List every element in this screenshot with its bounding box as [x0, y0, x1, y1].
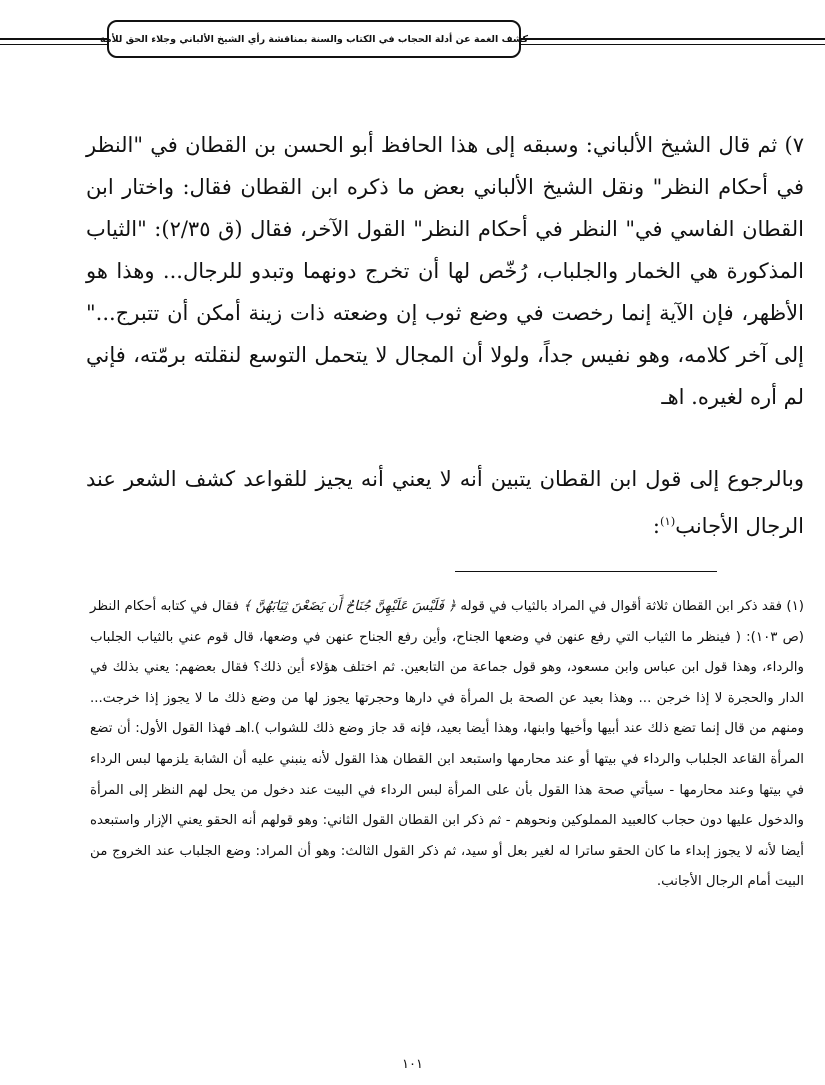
footnote-reference[interactable]: (١) — [659, 514, 676, 528]
header-rule-left-thin — [0, 44, 110, 45]
header-rule-right — [518, 38, 825, 40]
page-number: ١٠١ — [402, 1057, 423, 1072]
running-header — [99, 20, 529, 58]
footnote-text: فقال في كتابه أحكام النظر (ص ١٠٣): ( فينظر ما الثياب التي رفع عنهن في وضعها الجناح، وأين رفع الجناح عنهن في وضعها، قال قوم عني بالثياب الجلباب والرداء، وهذا قول ابن عباس وابن مسعود، وهو قول جماعة من التابعين. ثم اختلف هؤلاء أين ذلك؟ فقال بعضهم: يعني بذلك في الدار والحجرة لا إذا خرجن ... وهذا بعيد عن الصحة بل المرأة في دارها وحجرتها يجوز لها من وضع ذلك ما لا يجوز إذا خرجت... ومنهم من قال إنما تضع ذلك عند أبيها وأخيها وابنها، وهذا أيضا بعيد، فإنه قد جاز وضع ذلك للشواب ).اهـ فهذا القول الأول: أن تضع المرأة القاعد الجلباب والرداء في بيتها أو عند محارمها واستبعد ابن القطان هذا القول لأنه ينبني عليه أن الشابة يلزمها لبس الرداء في بيتها وعند محارمها - سيأتي صحة هذا القول بأن على المرأة لبس الرداء في البيت عند دخول من يحل لهم النظر إلى المرأة والدخول عليها دون حجاب كالعبيد المملوكين ونحوهم - ثم ذكر ابن القطان القول الثاني: وهو قولهم أنه الحقو يعني الإزار واستبعده أيضا لأنه لا يجوز إبداء ما كان الحقو ساترا له لغير بعل أو سيد، ثم ذكر القول الثالث: وهو أن المراد: وضع الجلباب عند الخروج من البيت أمام الرجال الأجانب. — [90, 599, 804, 890]
footnote-divider — [455, 571, 717, 572]
body-paragraph-2-end: : — [652, 514, 660, 538]
quran-verse: ﴿ فَلَيْسَ عَلَيْهِنَّ جُنَاحٌ أَن يَضَعْنَ ثِيَابَهُنَّ ﴾ — [243, 599, 457, 614]
footnote — [90, 592, 804, 898]
header-rule-right-thin — [518, 44, 825, 45]
body-paragraph-2-text: وبالرجوع إلى قول ابن القطان يتبين أنه لا يعني أنه يجيز للقواعد كشف الشعر عند الرجال الأجانب — [86, 467, 804, 538]
book-title: كشف الغمة عن أدلة الحجاب في الكتاب والسنة بمناقشة رأي الشيخ الألباني وجلاء الحق للأمة — [99, 33, 529, 45]
footnote-intro: (١) فقد ذكر ابن القطان ثلاثة أقوال في المراد بالثياب في قوله — [460, 599, 805, 614]
body-paragraph-2 — [86, 458, 804, 547]
body-paragraph-1: ٧) ثم قال الشيخ الألباني: وسبقه إلى هذا الحافظ أبو الحسن بن القطان في "النظر في أحكام النظر" ونقل الشيخ الألباني بعض ما ذكره ابن القطان فقال: واختار ابن القطان الفاسي في" النظر في أحكام النظر" القول الآخر، فقال (ق ٢/٣٥): "الثياب المذكورة هي الخمار والجلباب، رُخّص لها أن تخرج دونهما وتبدو للرجال... وهذا هو الأظهر، فإن الآية إنما رخصت في وضع ثوب إن وضعته ذات زينة أمكن أن تتبرج..." إلى آخر كلامه، وهو نفيس جداً، ولولا أن المجال لا يتحمل التوسع لنقلته برمّته، فإني لم أره لغيره. اهـ — [86, 133, 804, 409]
header-rule-left — [0, 38, 110, 40]
